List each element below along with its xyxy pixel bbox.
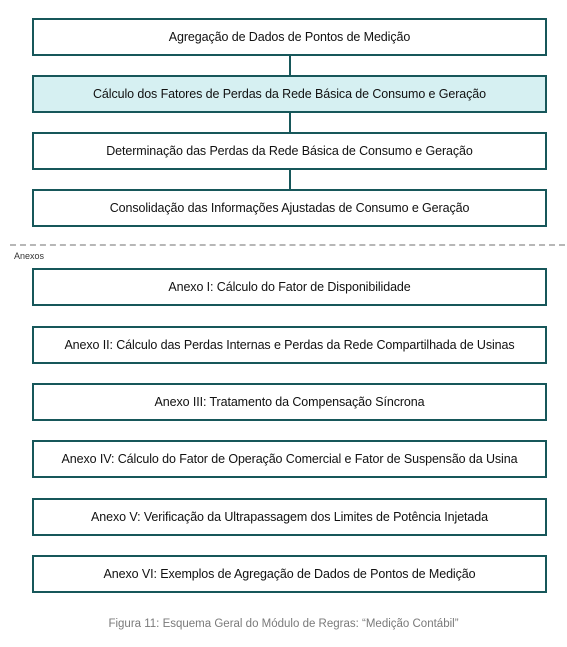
flow-step-label: Cálculo dos Fatores de Perdas da Rede Básica de Consumo e Geração [92, 87, 487, 101]
flow-step-label: Consolidação das Informações Ajustadas de Consumo e Geração [109, 201, 470, 215]
annex-box-4 [32, 440, 547, 478]
flow-step-loss-factor-calculation [32, 75, 547, 113]
flow-connector [289, 170, 291, 189]
annex-section-label: Anexos [14, 251, 45, 261]
annex-box-5 [32, 498, 547, 536]
flow-step-consolidation [32, 189, 547, 227]
flow-connector [289, 56, 291, 75]
flow-connector [289, 113, 291, 132]
annex-label: Anexo IV: Cálculo do Fator de Operação Comercial e Fator de Suspensão da Usina [61, 452, 518, 466]
annex-box-3 [32, 383, 547, 421]
flow-step-label: Agregação de Dados de Pontos de Medição [168, 30, 411, 44]
annex-label: Anexo III: Tratamento da Compensação Síncrona [154, 395, 425, 409]
figure-caption: Figura 11: Esquema Geral do Módulo de Regras: “Medição Contábil” [108, 618, 459, 630]
annex-label: Anexo II: Cálculo das Perdas Internas e Perdas da Rede Compartilhada de Usinas [64, 338, 515, 352]
annex-label: Anexo V: Verificação da Ultrapassagem dos Limites de Potência Injetada [91, 510, 488, 524]
annex-label: Anexo VI: Exemplos de Agregação de Dados de Pontos de Medição [103, 567, 476, 581]
section-divider [10, 244, 565, 246]
annex-box-1 [32, 268, 547, 306]
flow-step-loss-determination [32, 132, 547, 170]
annex-box-6 [32, 555, 547, 593]
annex-box-2 [32, 326, 547, 364]
flow-step-label: Determinação das Perdas da Rede Básica de Consumo e Geração [106, 144, 473, 158]
annex-label: Anexo I: Cálculo do Fator de Disponibilidade [168, 280, 411, 294]
flow-step-data-aggregation [32, 18, 547, 56]
